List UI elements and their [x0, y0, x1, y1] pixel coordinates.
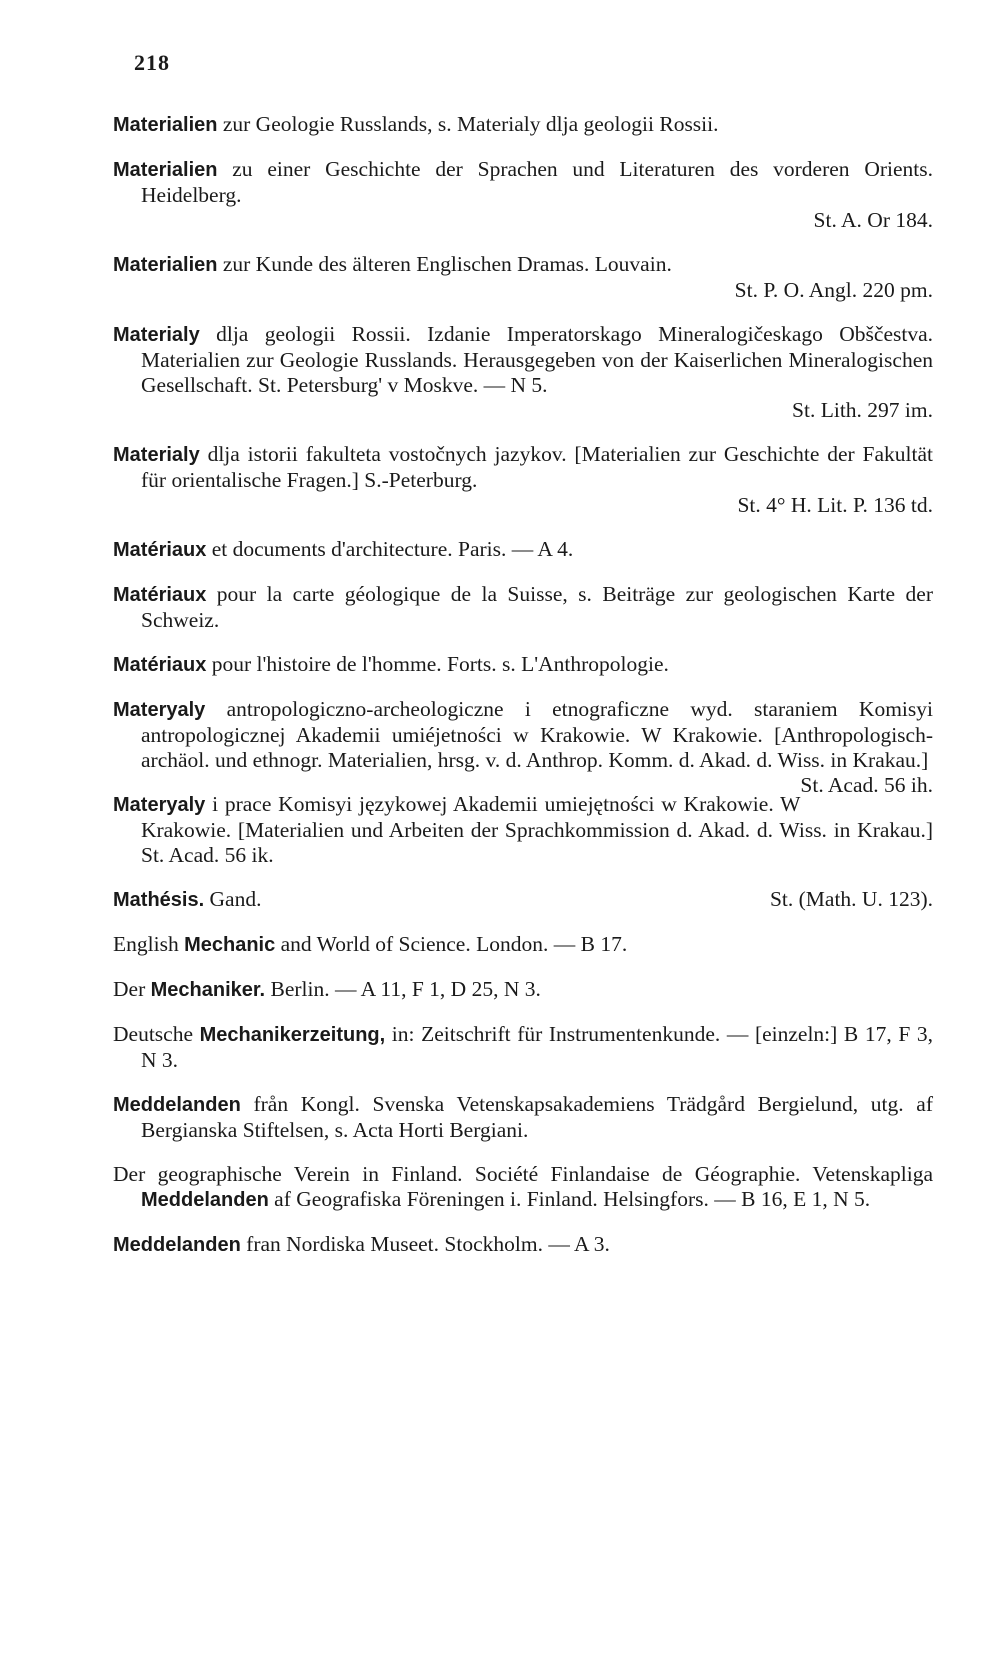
entry-prefix: Der	[113, 977, 151, 1001]
entry-text: in: Zeitschrift für Instrumentenkunde. — [einzeln:] B 17, F 3, N 3.	[141, 1022, 933, 1072]
catalog-entry	[113, 887, 933, 913]
catalog-entry	[113, 442, 933, 518]
entry-location: St. (Math. U. 123).	[769, 887, 933, 911]
entry-text: and World of Science. London. — B 17.	[275, 932, 628, 956]
entry-text: dlja geologii Rossii. Izdanie Imperatorskago Mineralogičeskago Obščestva. Materialien zur Geologie Russlands. Herausgegeben von der Kaiserlichen Mineralogischen Gesellschaft. St. Petersburg' v Moskve. — N 5.	[141, 322, 933, 397]
page-number: 218	[134, 50, 170, 75]
entry-text: dlja istorii fakulteta vostočnych jazykov. [Materialien zur Geschichte der Fakultät für orientalische Fragen.] S.-Peterburg.	[141, 442, 933, 492]
entry-keyword: Materialien	[113, 114, 218, 136]
catalog-entry	[113, 322, 933, 423]
entry-keyword: Materialy	[113, 444, 200, 466]
entry-prefix: English	[113, 932, 185, 956]
entry-text: zur Kunde des älteren Englischen Dramas. Louvain.	[217, 252, 672, 276]
entry-keyword: Meddelanden	[113, 1094, 241, 1116]
entry-text: zu einer Geschichte der Sprachen und Literaturen des vorderen Orients. Heidelberg.	[141, 157, 933, 207]
entry-keyword: Mechanikerzeitung,	[199, 1024, 386, 1046]
entry-location: St. Acad. 56 ih.	[800, 773, 933, 797]
entry-location: St. A. Or 184.	[813, 208, 933, 232]
entry-keyword: Materyaly	[113, 794, 206, 816]
entry-text: från Kongl. Svenska Vetenskapsakademiens Trädgård Bergielund, utg. af Bergianska Stiftelsen, s. Acta Horti Bergiani.	[141, 1092, 933, 1142]
catalog-entry	[113, 537, 933, 563]
catalog-entry	[113, 652, 933, 678]
entry-text: i prace Komisyi językowej Akademii umiejętności w Krakowie. W Krakowie. [Materialien und Arbeiten der Sprachkommission d. Akad. d. Wiss. in Krakau.] St. Acad. 56 ik.	[141, 792, 933, 867]
entry-text: antropologiczno-archeologiczne i etnograficzne wyd. staraniem Komisyi antropologicznej Akademii umiéjetności w Krakowie. W Krakowie. [Anthropologisch-archäol. und ethnogr. Materialien, hrsg. v. d. Anthrop. Komm. d. Akad. d. Wiss. in Krakau.]	[141, 697, 933, 772]
catalog-entry	[113, 1092, 933, 1143]
entry-text: fran Nordiska Museet. Stockholm. — A 3.	[240, 1232, 610, 1256]
entry-keyword: Mathésis.	[113, 889, 205, 911]
entry-text: pour l'histoire de l'homme. Forts. s. L'Anthropologie.	[206, 652, 669, 676]
catalog-entry	[113, 977, 933, 1003]
catalog-entry	[113, 112, 933, 138]
catalog-entry	[113, 1232, 933, 1258]
catalog-entry	[113, 1022, 933, 1073]
catalog-entry	[113, 697, 933, 797]
entry-location: St. Lith. 297 im.	[792, 398, 933, 422]
entry-keyword: Mechanic	[184, 934, 276, 956]
entry-keyword: Mechaniker.	[150, 979, 266, 1001]
entry-text: Berlin. — A 11, F 1, D 25, N 3.	[265, 977, 541, 1001]
entry-text: Gand.	[204, 887, 262, 911]
catalog-entry	[113, 932, 933, 958]
catalog-entry	[113, 582, 933, 633]
entry-text: pour la carte géologique de la Suisse, s. Beiträge zur geologischen Karte der Schweiz.	[141, 582, 933, 632]
entry-keyword: Materialien	[113, 254, 218, 276]
entry-location: St. 4° H. Lit. P. 136 td.	[737, 493, 933, 517]
entry-keyword: Meddelanden	[113, 1234, 241, 1256]
catalog-entry	[113, 1162, 933, 1213]
entry-keyword: Matériaux	[113, 539, 207, 561]
entry-location: St. P. O. Angl. 220 pm.	[734, 278, 933, 302]
entry-keyword: Meddelanden	[141, 1189, 269, 1211]
entry-keyword: Matériaux	[113, 584, 207, 606]
entry-keyword: Materialien	[113, 159, 218, 181]
entry-keyword: Matériaux	[113, 654, 207, 676]
catalog-entry	[113, 252, 933, 303]
entry-keyword: Materialy	[113, 324, 200, 346]
catalog-entries	[113, 112, 933, 1277]
catalog-entry	[113, 792, 933, 868]
entry-prefix: Der geographische Verein in Finland. Société Finlandaise de Géographie. Vetenskapliga	[113, 1162, 933, 1186]
entry-text: et documents d'architecture. Paris. — A 4.	[206, 537, 574, 561]
entry-text: zur Geologie Russlands, s. Materialy dlja geologii Rossii.	[217, 112, 719, 136]
catalog-entry	[113, 157, 933, 233]
entry-keyword: Materyaly	[113, 699, 206, 721]
entry-text: af Geografiska Föreningen i. Finland. Helsingfors. — B 16, E 1, N 5.	[268, 1187, 871, 1211]
entry-prefix: Deutsche	[113, 1022, 200, 1046]
